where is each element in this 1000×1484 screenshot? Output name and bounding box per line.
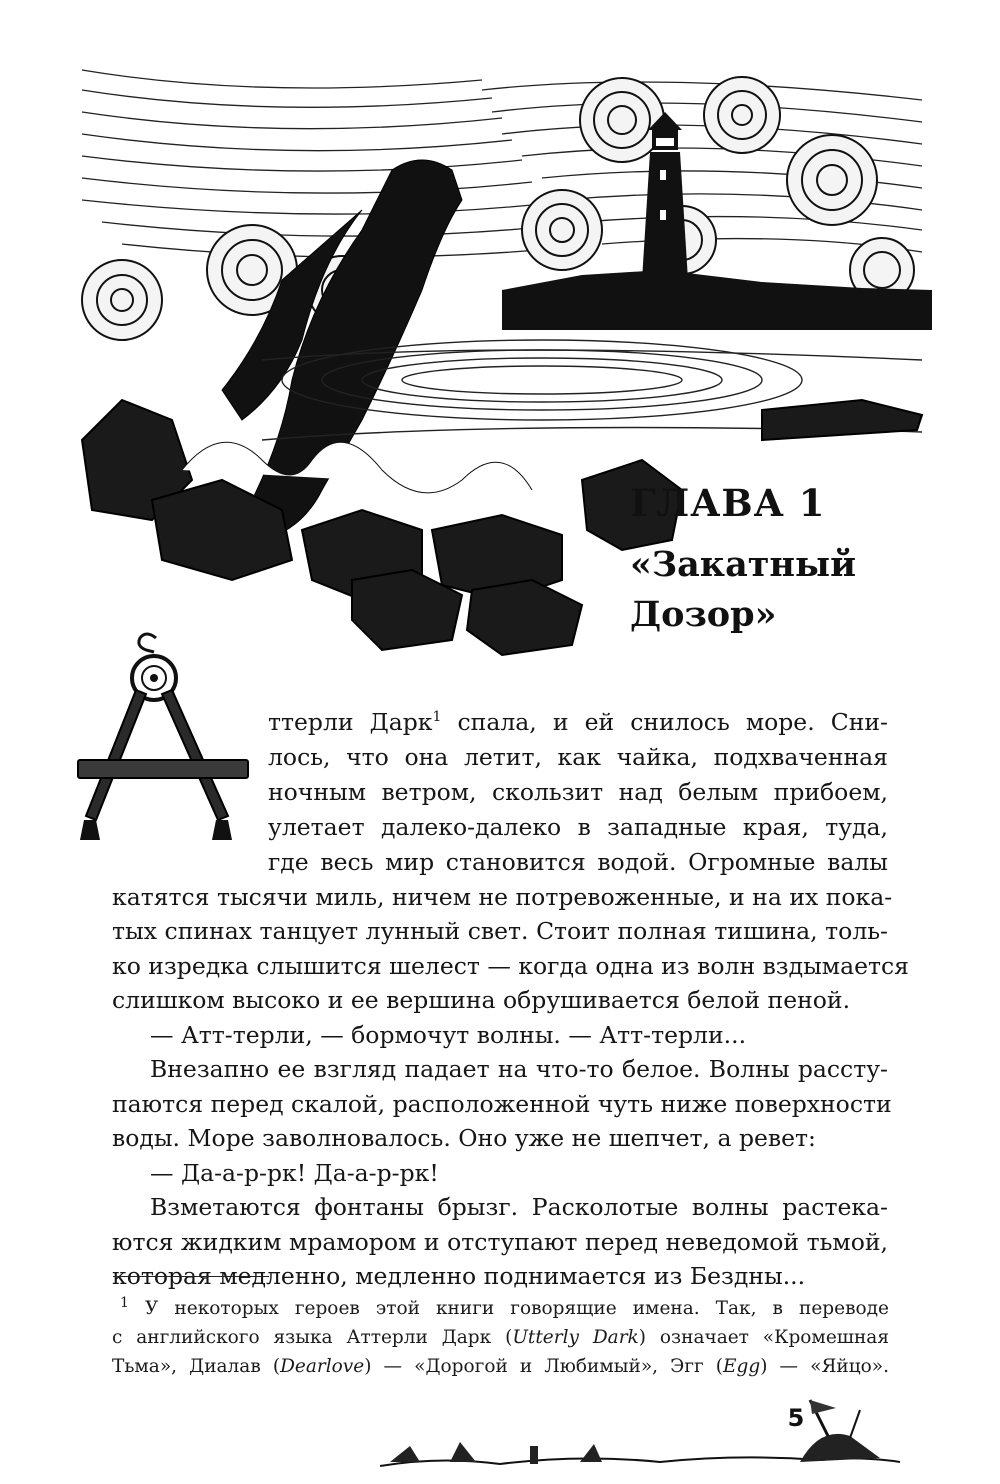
text-line: которая медленно, медленно поднимается из Бездны... bbox=[112, 1262, 806, 1290]
text-line: ночным ветром, скользит над белым прибоем, bbox=[268, 778, 888, 806]
text-line: где весь мир становится водой. Огромные валы bbox=[268, 848, 888, 876]
dropcap-illustration bbox=[66, 630, 256, 850]
text-line: Внезапно ее взгляд падает на что-то белое. Волны рассту- bbox=[150, 1055, 888, 1083]
shipwreck-ornament bbox=[380, 1396, 900, 1476]
text-line: Взметаются фонтаны брызг. Расколотые волны растека- bbox=[150, 1193, 888, 1221]
chapter-title-line1: «Закатный bbox=[630, 544, 857, 585]
text-line: паются перед скалой, расположенной чуть ниже поверхности bbox=[112, 1090, 892, 1118]
text-line: улетает далеко-далеко в западные края, туда, bbox=[268, 813, 888, 841]
paragraph-4: — Да-а-р-рк! Да-а-р-рк! bbox=[150, 1159, 439, 1187]
chapter-title-line2: Дозор» bbox=[630, 594, 777, 635]
footnote-divider bbox=[113, 1276, 269, 1277]
footnote-mark: 1 bbox=[120, 1294, 129, 1311]
text-line: слишком высоко и ее вершина обрушивается белой пеной. bbox=[112, 986, 851, 1014]
text-line: воды. Море заволновалось. Оно уже не шепчет, а ревет: bbox=[112, 1124, 816, 1152]
chapter-heading bbox=[630, 478, 960, 638]
text-line: ттерли Дарк$^1$ спала, и ей снилось море. Сни- bbox=[268, 708, 888, 736]
paragraph-2: — Атт-терли, — бормочут волны. — Атт-терли... bbox=[150, 1021, 747, 1049]
text-line: ются жидким мрамором и отступают перед неведомой тьмой, bbox=[112, 1228, 888, 1256]
text-line: катятся тысячи миль, ничем не потревоженные, и на их пока- bbox=[112, 883, 893, 911]
cloaked-figure bbox=[222, 160, 462, 540]
footnote-ref: 1 bbox=[432, 709, 442, 726]
footnote-line: Тьма», Диалав (Dearlove) — «Дорогой и Любимый», Эгг (Egg) — «Яйцо». bbox=[112, 1356, 889, 1377]
chapter-number: ГЛАВА 1 bbox=[630, 481, 826, 525]
text-line: ко изредка слышится шелест — когда одна из волн вздымается bbox=[112, 952, 909, 980]
text-line: тых спинах танцует лунный свет. Стоит полная тишина, толь- bbox=[112, 917, 888, 945]
footnote-line: $^1$ У некоторых героев этой книги говорящие имена. Так, в переводе bbox=[120, 1294, 889, 1319]
footnote-line: с английского языка Аттерли Дарк (Utterly Dark) означает «Кромешная bbox=[112, 1327, 889, 1348]
page-number: 5 bbox=[787, 1404, 805, 1432]
text-line: лось, что она летит, как чайка, подхваченная bbox=[268, 743, 888, 771]
